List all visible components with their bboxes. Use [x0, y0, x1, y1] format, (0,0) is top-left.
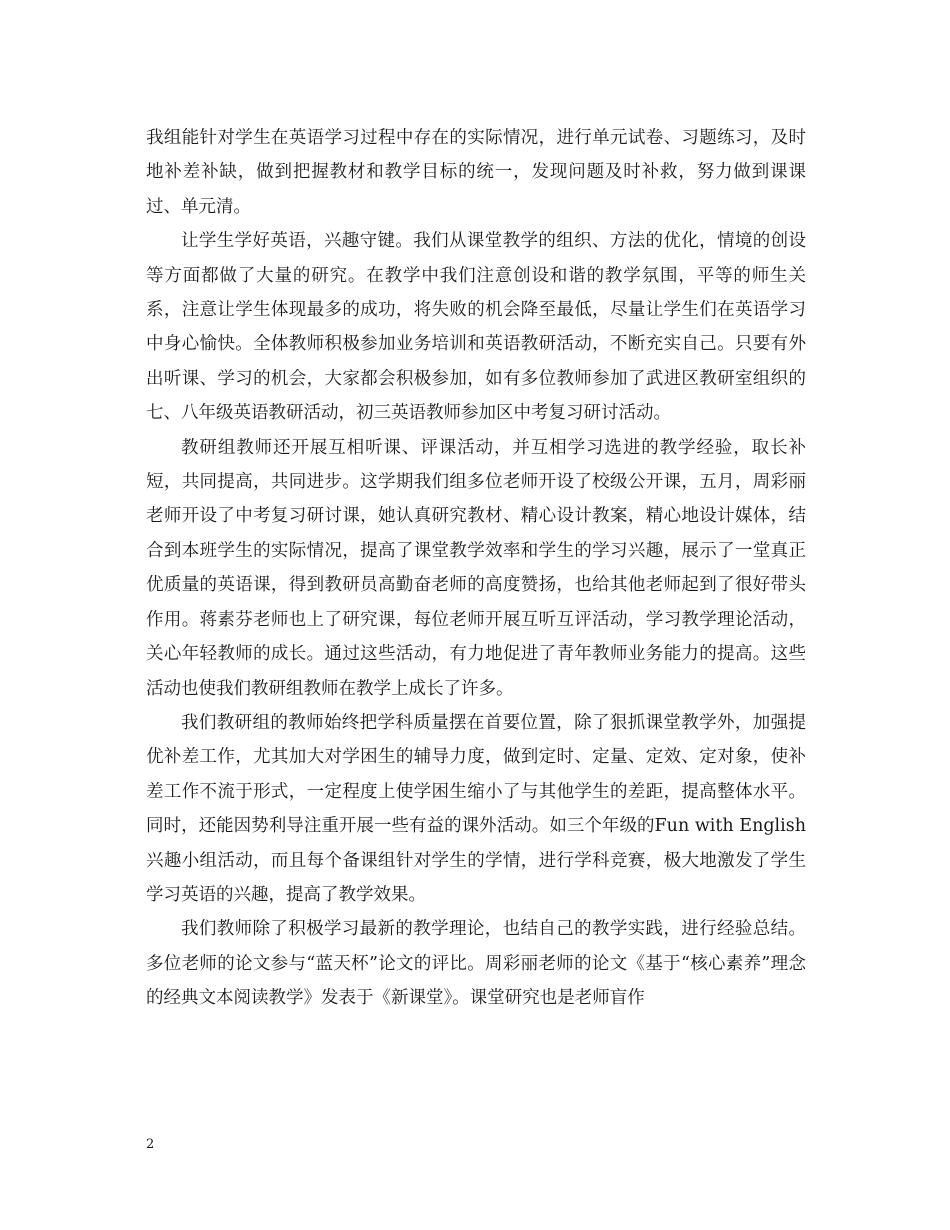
paragraph-5: 我们教师除了积极学习最新的教学理论，也结自己的教学实践，进行经验总结。多位老师的论文参与“蓝天杯”论文的评比。周彩丽老师的论文《基于“核心素养”理念的经典文本阅读教学》发表于《新课堂》。课堂研究也是老师盲作 — [146, 919, 806, 1009]
paragraph-2: 让学生学好英语，兴趣守键。我们从课堂教学的组织、方法的优化，情境的创设等方面都做了大量的研究。在教学中我们注意创设和谐的教学氛围，平等的师生关系，注意让学生体现最多的成功，将失败的机会降至最低，尽量让学生们在英语学习中身心愉快。全体教师积极参加业务培训和英语教研活动，不断充实自己。只要有外出听课、学习的机会，大家都会积极参加，如有多位教师参加了武进区教研室组织的七、八年级英语教研活动，初三英语教师参加区中考复习研讨活动。 — [146, 231, 806, 424]
paragraph-4: 我们教研组的教师始终把学科质量摆在首要位置，除了狠抓课堂教学外，加强提优补差工作，尤其加大对学困生的辅导力度，做到定时、定量、定效、定对象，使补差工作不流于形式，一定程度上使学困生缩小了与其他学生的差距，提高整体水平。同时，还能因势利导注重开展一些有益的课外活动。如三个年级的Fun with English 兴趣小组活动，而且每个备课组针对学生的学情，进行学科竞赛，极大地激发了学生学习英语的兴趣，提高了教学效果。 — [146, 712, 806, 905]
body-text — [146, 121, 806, 1016]
page-number: 2 — [146, 1137, 155, 1152]
paragraph-1: 我组能针对学生在英语学习过程中存在的实际情况，进行单元试卷、习题练习，及时地补差补缺，做到把握教材和教学目标的统一，发现问题及时补救，努力做到课课过、单元清。 — [146, 128, 806, 217]
paragraph-3: 教研组教师还开展互相听课、评课活动，并互相学习选进的教学经验，取长补短，共同提高，共同进步。这学期我们组多位老师开设了校级公开课，五月，周彩丽老师开设了中考复习研讨课，她认真研究教材、精心设计教案，精心地设计媒体，结合到本班学生的实际情况，提高了课堂教学效率和学生的学习兴趣，展示了一堂真正优质量的英语课，得到教研员高勤奋老师的高度赞扬，也给其他老师起到了很好带头作用。蒋素芬老师也上了研究课，每位老师开展互听互评活动，学习教学理论活动，关心年轻教师的成长。通过这些活动，有力地促进了青年教师业务能力的提高。这些活动也使我们教研组教师在教学上成长了许多。 — [146, 437, 806, 699]
